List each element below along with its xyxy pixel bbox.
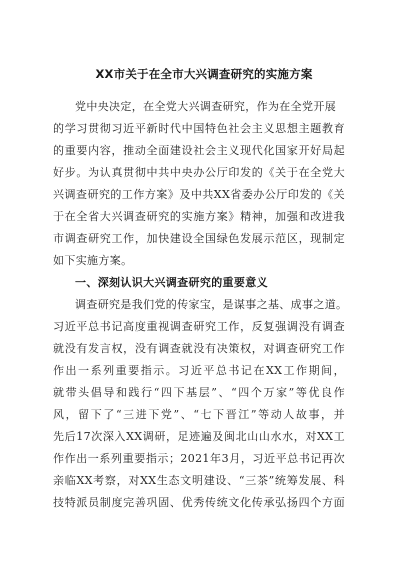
- paragraph-line: 技特派员制度完善巩固、优秀传统文化传承弘扬四个方面: [53, 496, 345, 509]
- document-title: XX市关于在全市大兴调查研究的实施方案: [95, 67, 313, 81]
- paragraph-line: 市调查研究工作，加快建设全国绿色发展示范区，现制定: [53, 232, 345, 245]
- paragraph-line: 调查研究是我们党的传家宝，是谋事之基、成事之道。: [75, 298, 348, 311]
- paragraph-line: 党中央决定，在全党大兴调查研究，作为在全党开展: [75, 100, 337, 113]
- paragraph-line: 的重要内容，推动全面建设社会主义现代化国家开好局起: [53, 144, 345, 157]
- paragraph-line: 亲临XX考察，对XX生态文明建设、“三茶”统筹发展、科: [53, 474, 345, 487]
- paragraph-line: 如下实施方案。: [53, 254, 133, 267]
- paragraph-line: 就带头倡导和践行“四下基层”、“四个万家”等优良作: [53, 386, 345, 399]
- paragraph-line: 好步。为认真贯彻中共中央办公厅印发的《关于在全党大: [53, 166, 345, 179]
- paragraph-line: 风，留下了“三进下党”、“七下晋江”等动人故事，并: [53, 408, 345, 421]
- paragraph-line: 的学习贯彻习近平新时代中国特色社会主义思想主题教育: [53, 122, 345, 135]
- paragraph-line: 作出一系列重要指示。习近平总书记在XX工作期间，: [53, 364, 345, 377]
- paragraph-line: 于在全省大兴调查研究的实施方案》精神，加强和改进我: [53, 210, 345, 223]
- paragraph-line: 先后17次深入XX调研，足迹遍及闽北山山水水，对XX工: [53, 430, 345, 443]
- paragraph-line: 就没有发言权，没有调查就没有决策权，对调查研究工作: [53, 342, 345, 355]
- paragraph-line: 兴调查研究的工作方案》及中共XX省委办公厅印发的《关: [53, 188, 345, 201]
- document-body: [53, 96, 348, 514]
- paragraph-line: 作作出一系列重要指示；2021年3月，习近平总书记再次: [53, 452, 345, 465]
- section-heading: 一、深刻认识大兴调查研究的重要意义: [75, 276, 268, 289]
- paragraph-line: 习近平总书记高度重视调查研究工作，反复强调没有调查: [53, 320, 345, 333]
